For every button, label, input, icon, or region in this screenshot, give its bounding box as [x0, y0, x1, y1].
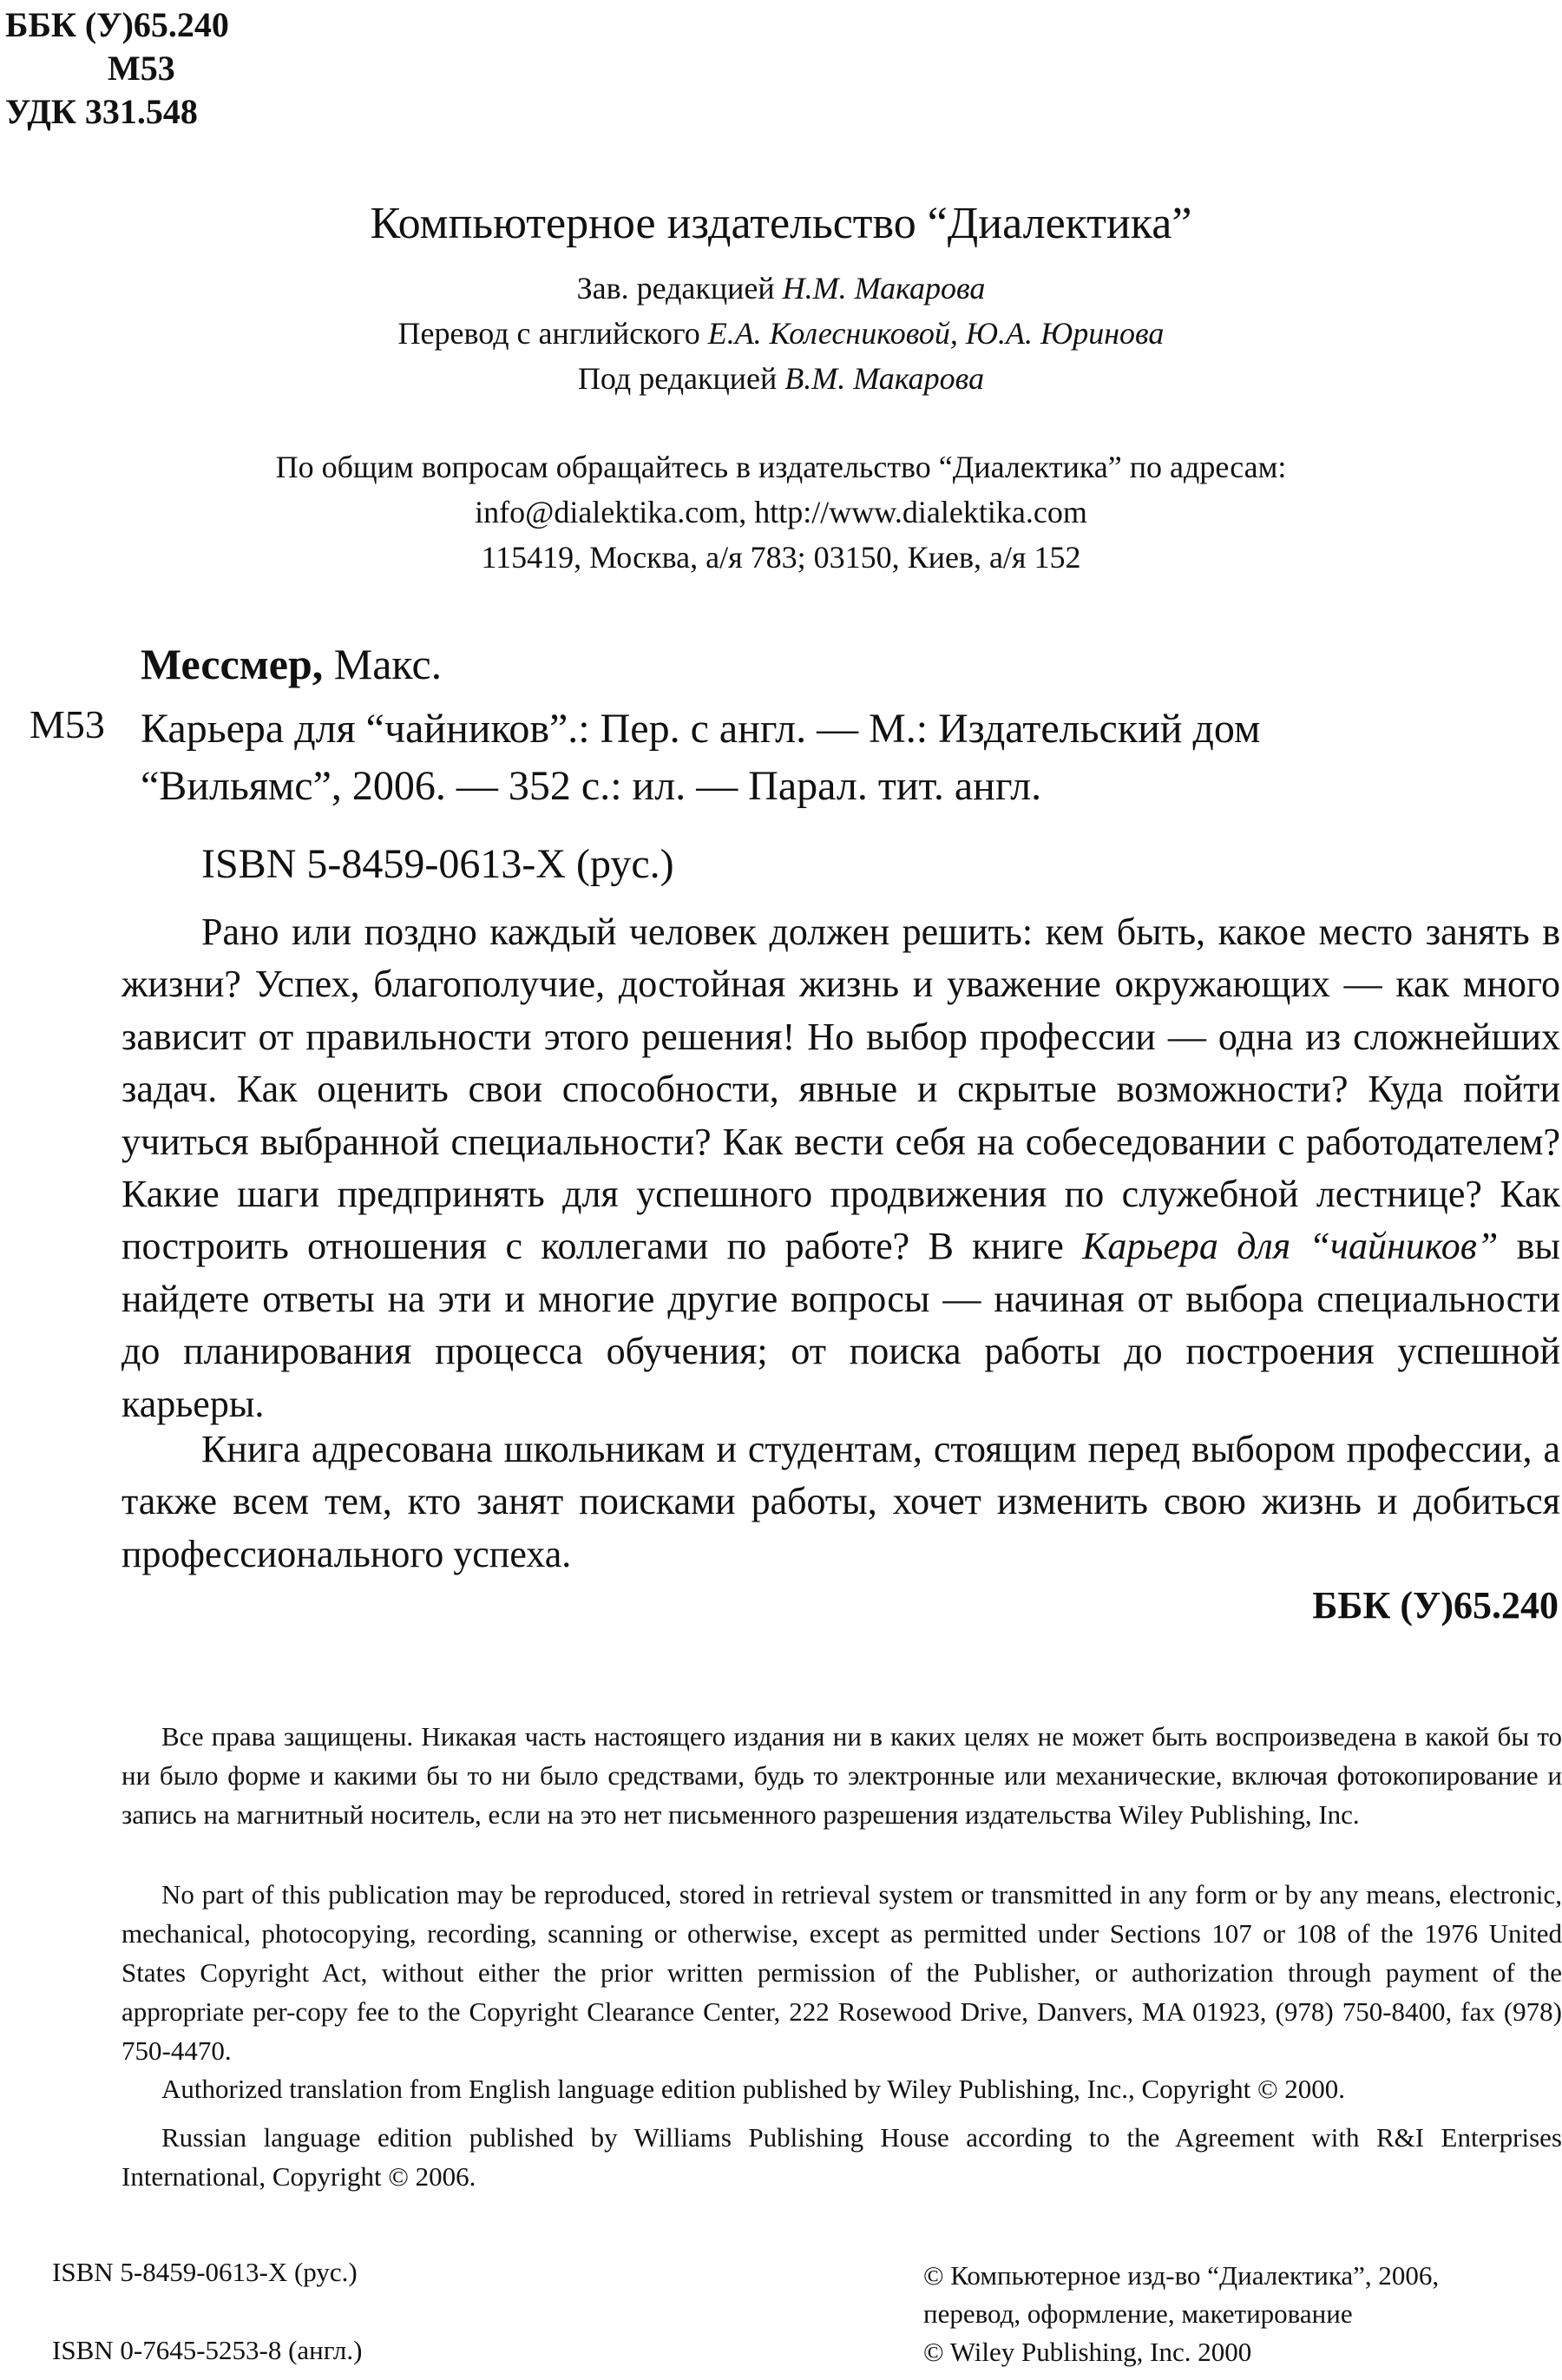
- copyright-line-2: перевод, оформление, макетирование: [923, 2298, 1353, 2329]
- managing-editor: Зав. редакцией Н.М. Макарова: [576, 271, 986, 306]
- bibliographic-line-2: “Вильямс”, 2006. — 352 с.: ил. — Парал. тит. англ.: [141, 763, 1042, 809]
- rights-notice-ru: Все права защищены. Никакая часть настоящего издания ни в каких целях не может быть воспроизведена в какой бы то ни было форме и какими бы то ни было средствами, будь то электронные или механические, включая фотокопирование и запись на магнитный носитель, если на это нет письменного разрешения издательства Wiley Publishing, Inc.: [121, 1721, 1562, 1830]
- shelf-mark: М53: [30, 702, 105, 746]
- bbk-code-bottom: ББК (У)65.240: [1312, 1584, 1559, 1627]
- author-mark: М53: [108, 49, 175, 88]
- bibliographic-line-1: Карьера для “чайников”.: Пер. с англ. — М.: Издательский дом: [141, 706, 1261, 752]
- contact-web: info@dialektika.com, http://www.dialektika.com: [475, 495, 1087, 529]
- book-author: Мессмер, Макс.: [141, 640, 443, 688]
- bbk-code: ББК (У)65.240: [5, 5, 229, 44]
- russian-edition-note: Russian language edition published by Williams Publishing House according to the Agreement with R&I Enterprises International, Copyright © 2006.: [121, 2122, 1562, 2192]
- isbn-russian: ISBN 5-8459-0613-X (рус.): [52, 2257, 358, 2287]
- translators: Перевод с английского Е.А. Колесниковой, Ю.А. Юринова: [397, 316, 1165, 351]
- copyright-line-1: © Компьютерное изд-во “Диалектика”, 2006,: [923, 2260, 1440, 2291]
- copyright-line-3: © Wiley Publishing, Inc. 2000: [923, 2337, 1252, 2367]
- book-title-italic: Карьера для “чайников”: [1082, 1225, 1499, 1268]
- rights-notice-en: No part of this publication may be reproduced, stored in retrieval system or transmitted in any form or by any means, electronic, mechanical, photocopying, recording, scanning or otherwise, except as permitted under Sections 107 or 108 of the 1976 United States Copyright Act, without either the prior written permission of the Publisher, or authorization through payment of the appropriate per-copy fee to the Copyright Clearance Center, 222 Rosewood Drive, Danvers, MA 01923, (978) 750-8400, fax (978) 750-4470.: [121, 1879, 1562, 2066]
- editor: Под редакцией В.М. Макарова: [577, 361, 985, 396]
- classification-block: [5, 3, 229, 134]
- isbn-english: ISBN 0-7645-5253-8 (англ.): [52, 2335, 363, 2365]
- contact-post: 115419, Москва, а/я 783; 03150, Киев, а/я 152: [481, 540, 1081, 575]
- annotation-paragraph-1: Рано или поздно каждый человек должен решить: кем быть, какое место занять в жизни? Успех, благополучие, достойная жизнь и уважение окружающих — как много зависит от правильности этого решения! Но выбор профессии — одна из сложнейших задач. Как оценить свои способности, явные и скрытые возможности? Куда пойти учиться выбранной специальности? Как вести себя на собеседовании с работодателем? Какие шаги предпринять для успешного продвижения по служебной лестнице? Как построить отношения с коллегами по работе? В книге Карьера для “чайников” вы найдете ответы на эти и многие другие вопросы — начиная от выбора специальности до планирования процесса обучения; от поиска работы до построения успешной карьеры.: [121, 911, 1560, 1425]
- publisher-contacts: [130, 444, 1432, 580]
- authorized-translation-note: Authorized translation from English language edition published by Wiley Publishing, Inc., Copyright © 2000.: [161, 2074, 1346, 2104]
- isbn-main: ISBN 5-8459-0613-X (рус.): [201, 841, 674, 887]
- copyright-block: [923, 2257, 1557, 2371]
- editorial-staff: [130, 266, 1432, 401]
- udk-code: УДК 331.548: [5, 92, 198, 131]
- annotation-paragraph-2: Книга адресована школьникам и студентам, стоящим перед выбором профессии, а также всем тем, кто занят поисками работы, хочет изменить свою жизнь и добиться профессионального успеха.: [121, 1428, 1560, 1575]
- contact-intro: По общим вопросам обращайтесь в издательство “Диалектика” по адресам:: [275, 450, 1287, 484]
- publisher-name: Компьютерное издательство “Диалектика”: [370, 199, 1192, 248]
